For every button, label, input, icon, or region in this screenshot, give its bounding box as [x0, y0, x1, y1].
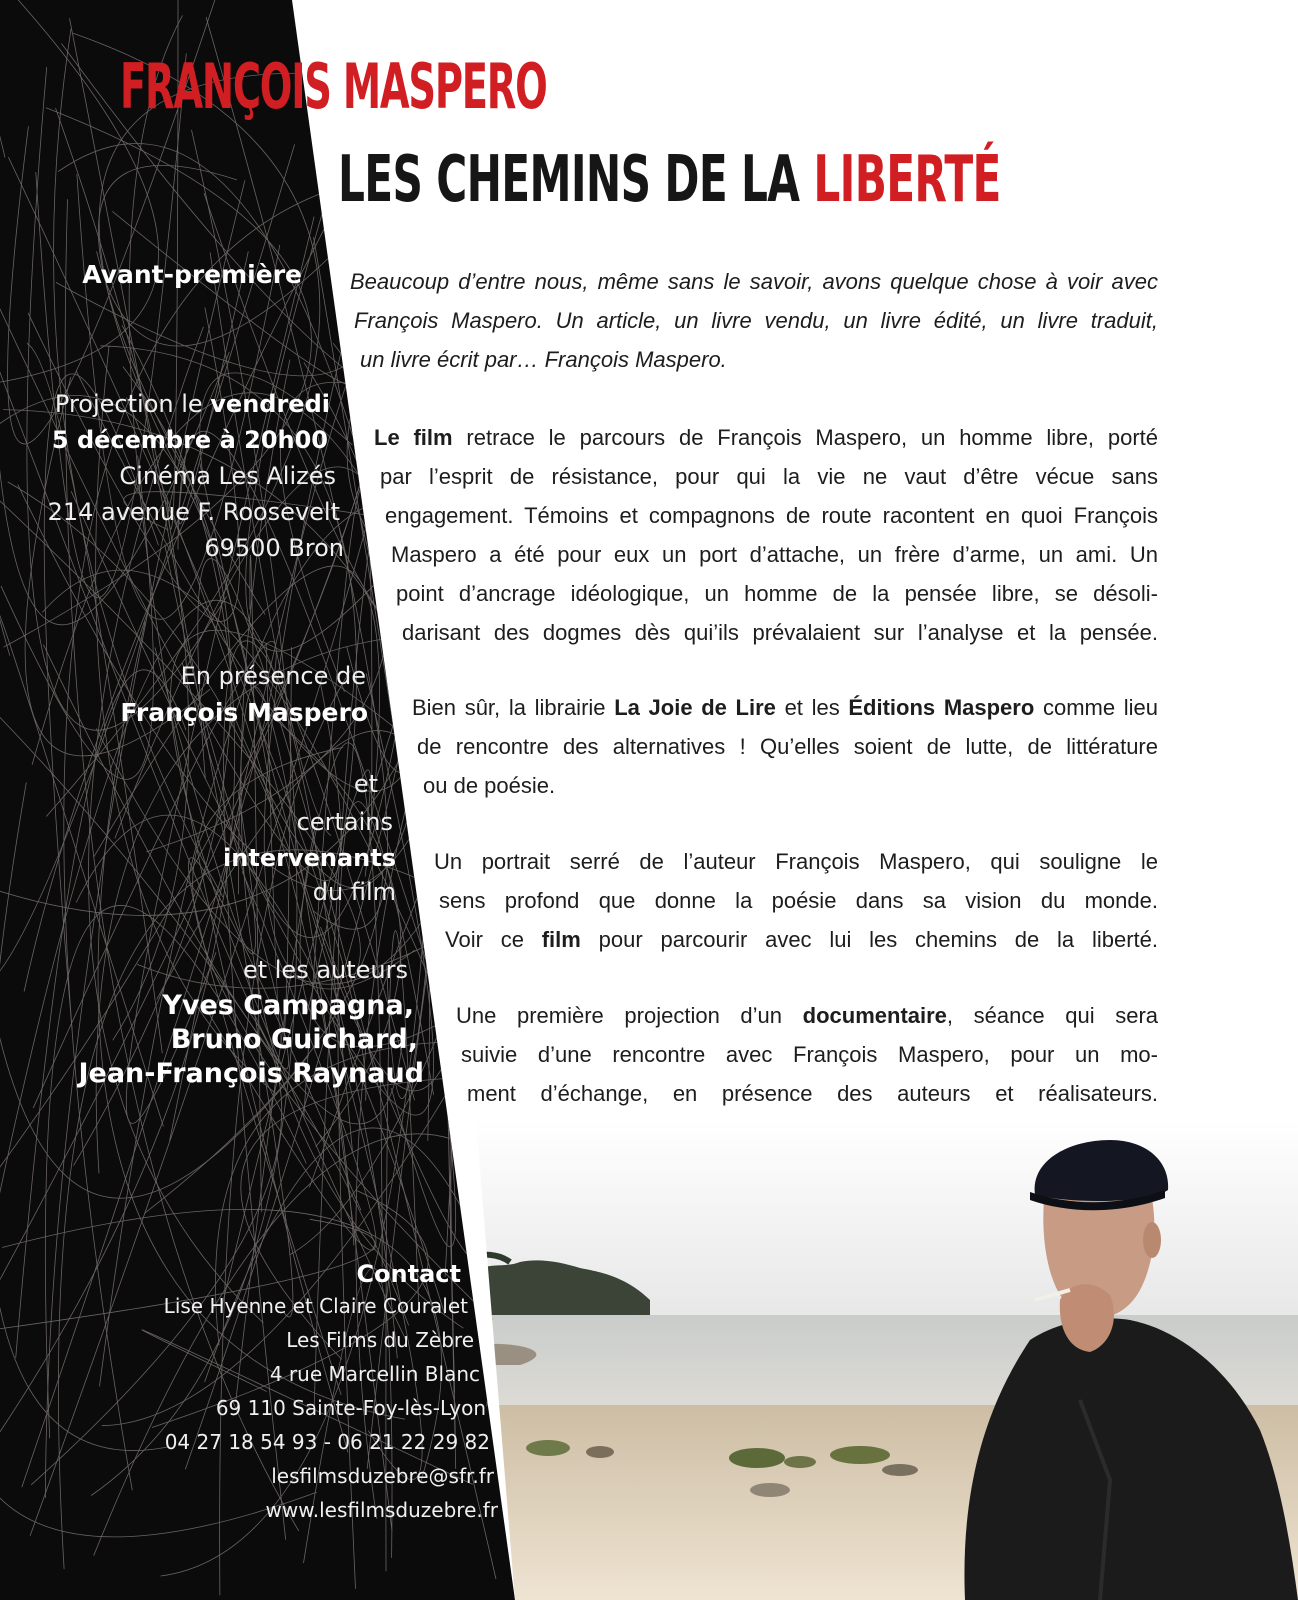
title-liberte: LIBERTÉ [813, 143, 1001, 217]
contact-city: 69 110 Sainte-Foy-lès-Lyon [215, 1396, 486, 1420]
cinema-address: 214 avenue F. Roosevelt [47, 498, 340, 526]
contact-email[interactable]: lesfilmsduzebre@sfr.fr [271, 1464, 494, 1488]
title-line-1 [120, 50, 547, 123]
presence-name: François Maspero [120, 698, 368, 727]
paragraph-portrait [434, 842, 1158, 959]
film-line-3: engagement. Témoins et compagnons de route racontent en quoi François [385, 503, 1158, 528]
presence-label: En présence de [180, 662, 366, 690]
intervenants-label: intervenants [223, 844, 396, 872]
author-3: Jean-François Raynaud [78, 1058, 424, 1089]
contact-names: Lise Hyenne et Claire Couralet [163, 1294, 468, 1318]
paragraph-intro [350, 262, 1158, 379]
avant-premiere-label: Avant-première [82, 260, 302, 289]
title-maspero: MASPERO [342, 50, 547, 123]
certains-label: certains [296, 808, 393, 836]
intro-line-2: François Maspero. Un article, un livre vendu, un livre édité, un livre traduit, [354, 308, 1158, 333]
intro-line-1: Beaucoup d’entre nous, même sans le savoir, avons quelque chose à voir avec [350, 269, 1158, 294]
title-les-chemins: LES CHEMINS DE LA [338, 143, 800, 217]
contact-website[interactable]: www.lesfilmsduzebre.fr [265, 1498, 498, 1522]
and-label: et [353, 770, 378, 798]
film-line-6: darisant des dogmes dès qui’ils prévalaient sur l’analyse et la pensée. [402, 620, 1158, 645]
author-2: Bruno Guichard, [170, 1024, 418, 1055]
paragraph-film [374, 418, 1158, 652]
title-line-2 [338, 143, 1001, 217]
intro-line-3: un livre écrit par… François Maspero. [360, 347, 727, 372]
authors-label: et les auteurs [242, 956, 408, 984]
portrait-line-2: sens profond que donne la poésie dans sa vision du monde. [439, 888, 1158, 913]
projection-line-2: suivie d’une rencontre avec François Maspero, pour un mo- [461, 1042, 1158, 1067]
cinema-name: Cinéma Les Alizés [119, 462, 336, 490]
projection-line-3: ment d’échange, en présence des auteurs et réalisateurs. [467, 1081, 1158, 1106]
librairie-line-3: ou de poésie. [423, 773, 556, 798]
cinema-city: 69500 Bron [204, 534, 344, 562]
film-line-2: par l’esprit de résistance, pour qui la vie ne vaut d’être vécue sans [380, 464, 1158, 489]
projection-line-1: Une première projection d’un documentaire, séance qui sera [456, 1003, 1158, 1028]
portrait-line-1: Un portrait serré de l’auteur François Maspero, qui souligne le [434, 849, 1158, 874]
title-francois: FRANÇOIS [120, 50, 331, 123]
contact-street: 4 rue Marcellin Blanc [269, 1362, 480, 1386]
paragraph-librairie [412, 688, 1158, 805]
author-1: Yves Campagna, [162, 990, 414, 1021]
projection-line: Projection le vendredi [54, 390, 330, 418]
contact-company: Les Films du Zèbre [286, 1328, 474, 1352]
projection-date: 5 décembre à 20h00 [51, 426, 328, 454]
contact-heading: Contact [356, 1260, 461, 1288]
paragraph-projection [456, 996, 1158, 1113]
film-line-5: point d’ancrage idéologique, un homme de la pensée libre, se désoli- [396, 581, 1158, 606]
contact-phones: 04 27 18 54 93 - 06 21 22 29 82 [164, 1430, 490, 1454]
librairie-line-2: de rencontre des alternatives ! Qu’elles soient de lutte, de littérature [417, 734, 1158, 759]
film-line-4: Maspero a été pour eux un port d’attache, un frère d’arme, un ami. Un [391, 542, 1158, 567]
du-film-label: du film [312, 878, 396, 906]
librairie-line-1: Bien sûr, la librairie La Joie de Lire et les Éditions Maspero comme lieu [412, 695, 1158, 720]
film-line-1: Le film retrace le parcours de François Maspero, un homme libre, porté [374, 425, 1158, 450]
portrait-line-3: Voir ce film pour parcourir avec lui les chemins de la liberté. [445, 927, 1158, 952]
